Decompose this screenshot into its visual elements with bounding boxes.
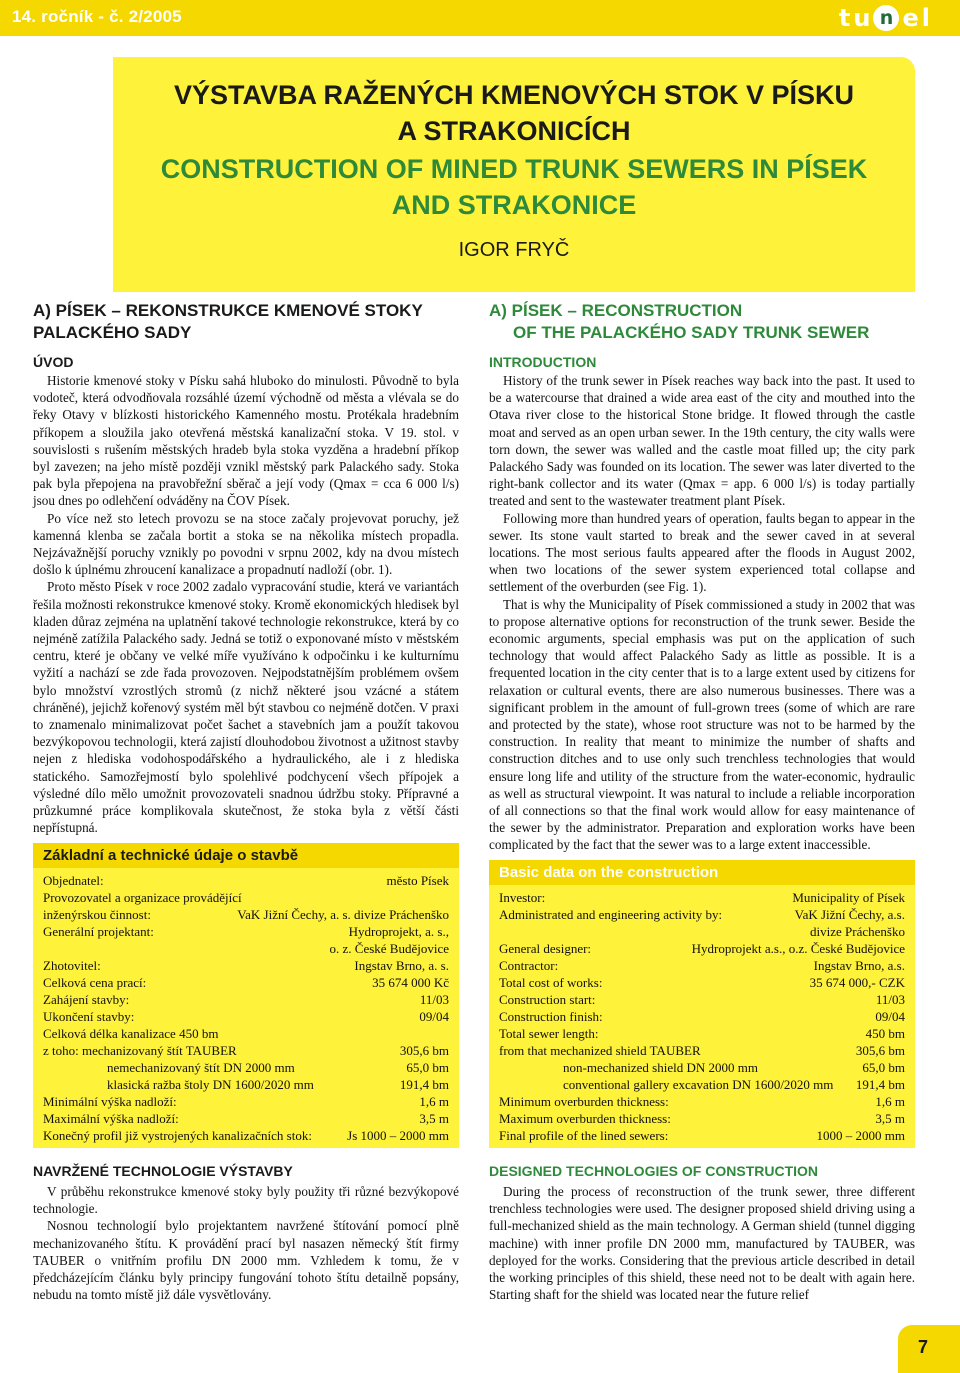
paragraph-en-1: History of the trunk sewer in Písek reaches way back into the past. It used to be a watercourse that drained a wide area east of the city and mouthed into the Otava river close to the historical Stone bridge. It flowed through the castle moat and served as an open urban sewer. In the 19th century, the city walls were torn down, the sewer was walled and the castle moat filled up; the city park Palackého Sady was founded on its location. The sewer was later diverted to the right-bank collector and its water (Qmax = app. 6 000 l/s) is today partially treated and sent to the wastewater treatment plant Písek. <box>489 373 915 509</box>
data-row-value: 3,5 m <box>875 1111 905 1126</box>
data-row-key: Investor: <box>499 890 546 905</box>
data-row-key: z toho: mechanizovaný štít TAUBER <box>43 1043 237 1058</box>
data-row-value: 191,4 bm <box>399 1077 449 1092</box>
data-row-key: non-mechanized shield DN 2000 mm <box>563 1060 758 1075</box>
data-row <box>43 1093 449 1110</box>
data-row-key: Total cost of works: <box>499 975 603 990</box>
data-row-value: 65,0 bm <box>862 1060 905 1075</box>
logo-letter-u: u <box>853 4 871 32</box>
tech-section-cz <box>33 1163 459 1303</box>
data-row-value: VaK Jižní Čechy, a. s. divize Práchenško <box>237 907 449 922</box>
data-row-value: 35 674 000,- CZK <box>809 975 905 990</box>
data-row <box>499 974 905 991</box>
data-row-value: Ingstav Brno, a.s. <box>813 958 905 973</box>
section-heading-en <box>489 300 915 344</box>
data-row-key: Konečný profil již vystrojených kanalizačních stok: <box>43 1128 312 1143</box>
column-english <box>489 300 915 854</box>
tunel-logo <box>839 3 930 33</box>
paragraph-cz-3: Proto město Písek v roce 2002 zadalo vypracování studie, která ve variantách řešila možnosti rekonstrukce kmenové stoky. Kromě ekonomických hledisek byl kladen důraz zejména na uplatnění takové technologie rekonstrukce, která by co nejméně zatížila Palackého sady. Jedná se totiž o exponované místo v městském centru, které je občany ve velké míře využíváno k odpočinku i ke kulturnímu vyžití a nachází se zde řada provozoven. Nejpodstatnějším problémem ovšem bylo množství vzrostlých stromů (z nichž některé jsou vzácné a státem chráněné), jejichž kořenový systém měl být stavbou co nejméně dotčen. V praxi to znamenalo minimalizovat počet šachet a stavebních jam a použít takovou bezvýkopovou technologii, která zajistí dlouhodobou životnost a užitnost stavby nejen z hlediska vodohospodářského a hydraulického, ale i z hlediska statického. Samozřejmostí bylo spolehlivé podchycení všech přípojek a výsledné dílo mělo umožnit provozovateli snadnou údržbu stoky. Přípravné a průzkumné práce komplikovala skutečnost, že stoka byla z větší části nepřístupná. <box>33 579 459 836</box>
data-row <box>43 1008 449 1025</box>
data-row-value: 11/03 <box>419 992 449 1007</box>
data-row-key: Minimum overburden thickness: <box>499 1094 669 1109</box>
data-row <box>499 940 905 957</box>
data-box-cz-body <box>33 868 459 1144</box>
data-row-key: Provozovatel a organizace provádějící <box>43 890 242 905</box>
intro-heading-en: INTRODUCTION <box>489 354 597 370</box>
data-row <box>499 1025 905 1042</box>
data-row-value: Js 1000 – 2000 mm <box>347 1128 449 1143</box>
data-row <box>43 974 449 991</box>
data-row-value: 1,6 m <box>875 1094 905 1109</box>
data-row-key: General designer: <box>499 941 592 956</box>
data-row-key: nemechanizovaný štít DN 2000 mm <box>107 1060 295 1075</box>
data-row-key: Zahájení stavby: <box>43 992 130 1007</box>
data-row-key: Zhotovitel: <box>43 958 101 973</box>
data-row-value: Hydroprojekt a.s., o.z. České Budějovice <box>691 941 905 956</box>
data-row <box>499 1093 905 1110</box>
data-row-value: Hydroprojekt, a. s., <box>348 924 449 939</box>
logo-letter-t: t <box>838 4 851 32</box>
data-row <box>499 1042 905 1059</box>
data-row-value: město Písek <box>386 873 449 888</box>
data-row <box>499 1076 905 1093</box>
data-row-key: from that mechanized shield TAUBER <box>499 1043 701 1058</box>
data-box-en-heading: Basic data on the construction <box>489 860 915 885</box>
paragraph-en-3: That is why the Municipality of Písek commissioned a study in 2002 that was to propose alternative options for reconstruction of the trunk sewer. Beside the economic arguments, special emphasis was put on the application of such technology that would affect Palackého Sady as little as possible. It is a frequented location in the city center that is to a large extent used by citizens for relaxation or cultural events, there are also numerous businesses. There was a significant problem in the amount of full-grown trees (some of which are rare and protected by the state), whose root structure was not to be harmed by the construction. In reality that meant to minimize the number of shafts and construction ditches and to use only such trenchless technologies that would ensure long life and utility of the structure from the water-economic, hydraulic as well as structural viewpoint. It was natural to include a reliable incorporation of all connections so that the final work would allow for easy maintenance of the sewer by the administrator. Preparation and exploration works have been complicated by the fact that the sewer was to a large extent inaccessible. <box>489 596 915 853</box>
data-row-value: o. z. České Budějovice <box>329 941 449 956</box>
data-row <box>499 889 905 906</box>
paragraph-cz-1: Historie kmenové stoky v Písku sahá hluboko do minulosti. Původně to byla vodoteč, která odvodňovala rozsáhlé území východně od města a vlévala se do řeky Otavy v blízkosti historického Kamenného mostu. Protékala hradebním příkopem a sloužila jako otevřená městská kanalizační stoka. V 19. stol. v souvislosti s rušením městských hradeb byla stoka vyzděna a hradební příkop byl zavezen; na jeho místě později vznikl městský park Palackého sady. Stoka pak byla přepojena na pravobřežní sběrač a její vody (Qmax = cca 6 000 l/s) jsou dnes po odlehčení odváděny na ČOV Písek. <box>33 373 459 509</box>
data-row <box>43 991 449 1008</box>
tech-heading-en: DESIGNED TECHNOLOGIES OF CONSTRUCTION <box>489 1163 819 1179</box>
data-row <box>43 1059 449 1076</box>
data-row <box>43 889 449 906</box>
data-row-key: Ukončení stavby: <box>43 1009 135 1024</box>
data-row-value: 65,0 bm <box>406 1060 449 1075</box>
data-row-key: Contractor: <box>499 958 559 973</box>
section-heading-cz-line2: PALACKÉHO SADY <box>33 323 192 342</box>
data-row <box>43 940 449 957</box>
data-box-cz-heading: Základní a technické údaje o stavbě <box>33 843 459 868</box>
data-row-value: 11/03 <box>875 992 905 1007</box>
data-row-value: 1,6 m <box>419 1094 449 1109</box>
data-row-key: inženýrskou činnost: <box>43 907 151 922</box>
data-row <box>43 923 449 940</box>
section-heading-cz-line1: A) PÍSEK – REKONSTRUKCE KMENOVÉ STOKY <box>33 301 423 320</box>
tech-paragraph-en-1: During the process of reconstruction of the trunk sewer, three different trenchless technologies were used. The designer proposed shield driving using a full-mechanized shield as the main technology. A German shield (tunnel digging machine) with inner profile DN 2000 mm, manufactured by TAUBER, was deployed for the works. Considering that the previous article described in detail the working principles of this shield, these need not to be dealt with again here. Starting shaft for the shield was located near the future relief <box>489 1184 915 1303</box>
logo-letter-n: n <box>873 5 899 31</box>
title-en-line2: AND STRAKONICE <box>391 190 637 220</box>
paragraph-cz-2: Po více než sto letech provozu se na stoce začaly projevovat poruchy, jež kamenná klenba se začala bortit a stoka se na několika místech propadla. Nejzávažnější poruchy vznikly po povodni v srpnu 2002, kdy na dvou místech došlo k úplnému zhroucení kanalizace a propadnutí nadloží (obr. 1). <box>33 510 459 578</box>
data-row-key: Generální projektant: <box>43 924 154 939</box>
data-row-value: 3,5 m <box>419 1111 449 1126</box>
data-row-key: Objednatel: <box>43 873 104 888</box>
data-row-key: Minimální výška nadloží: <box>43 1094 177 1109</box>
data-row-key: klasická ražba štoly DN 1600/2020 mm <box>107 1077 314 1092</box>
data-row-key: Construction start: <box>499 992 596 1007</box>
data-row-key: Maximum overburden thickness: <box>499 1111 671 1126</box>
data-row <box>499 906 905 923</box>
tech-section-en <box>489 1163 915 1303</box>
data-row <box>43 957 449 974</box>
paragraph-en-2: Following more than hundred years of operation, faults began to appear in the sewer. Its stone vault started to break and the sewer caved in at several locations. The most serious faults appeared after the floods in August 2002, when two locations of the sewer system experienced total collapse and settlement of the overburden (see Fig. 1). <box>489 510 915 595</box>
data-row-value: VaK Jižní Čechy, a.s. <box>794 907 905 922</box>
data-row-value: 191,4 bm <box>855 1077 905 1092</box>
data-row <box>499 1059 905 1076</box>
data-row <box>499 1110 905 1127</box>
data-row <box>43 1025 449 1042</box>
data-row <box>499 1127 905 1144</box>
data-row-value: 305,6 bm <box>855 1043 905 1058</box>
data-row-key: Maximální výška nadloží: <box>43 1111 179 1126</box>
data-row <box>499 923 905 940</box>
data-row-value: Ingstav Brno, a. s. <box>354 958 449 973</box>
data-box-en-body <box>489 885 915 1144</box>
tech-heading-cz: NAVRŽENÉ TECHNOLOGIE VÝSTAVBY <box>33 1163 293 1179</box>
data-row <box>43 1110 449 1127</box>
page-number: 7 <box>917 1337 928 1357</box>
data-row-key: Celková cena prací: <box>43 975 147 990</box>
issue-label: 14. ročník - č. 2/2005 <box>12 7 182 26</box>
title-cz-line1: VÝSTAVBA RAŽENÝCH KMENOVÝCH STOK V PÍSKU <box>173 80 855 110</box>
data-row <box>499 957 905 974</box>
data-row <box>499 1008 905 1025</box>
data-row-key: Administrated and engineering activity by: <box>499 907 723 922</box>
page-number-tab <box>898 1325 960 1373</box>
data-row-value: 1000 – 2000 mm <box>816 1128 905 1143</box>
data-box-cz <box>33 843 459 1148</box>
data-row-value: 35 674 000 Kč <box>372 975 449 990</box>
author: IGOR FRYČ <box>458 239 570 261</box>
data-row-key: Total sewer length: <box>499 1026 599 1041</box>
title-box <box>113 57 915 292</box>
data-row-key: Final profile of the lined sewers: <box>499 1128 669 1143</box>
data-row-value: 09/04 <box>419 1009 449 1024</box>
data-row-key: Construction finish: <box>499 1009 603 1024</box>
section-heading-cz <box>33 300 459 344</box>
section-heading-en-line1: A) PÍSEK – RECONSTRUCTION <box>489 301 743 320</box>
tech-paragraph-cz-2: Nosnou technologií bylo projektantem navržené štítování pomocí plně mechanizovaného štítu. K provádění prací byl nasazen německý štít firmy TAUBER o vnitřním profilu DN 2000 mm. Vzhledem k tomu, že v předcházejícím článku byly principy fungování tohoto štítu detailně popsány, nebudu na tomto místě již dále vysvětlovány. <box>33 1218 459 1303</box>
data-row-value: 09/04 <box>875 1009 905 1024</box>
data-row <box>43 906 449 923</box>
data-box-en <box>489 860 915 1148</box>
logo-letter-l: l <box>921 4 930 32</box>
data-row <box>499 991 905 1008</box>
title-en-line1: CONSTRUCTION OF MINED TRUNK SEWERS IN PÍSEK <box>160 154 868 184</box>
data-row <box>43 872 449 889</box>
column-czech <box>33 300 459 836</box>
data-row-value: 450 bm <box>865 1026 905 1041</box>
data-row <box>43 1127 449 1144</box>
data-row-value: 305,6 bm <box>399 1043 449 1058</box>
data-row-key: conventional gallery excavation DN 1600/2020 mm <box>563 1077 834 1092</box>
data-row <box>43 1076 449 1093</box>
section-heading-en-line2: OF THE PALACKÉHO SADY TRUNK SEWER <box>513 323 870 342</box>
logo-letter-e: e <box>902 4 919 32</box>
data-row <box>43 1042 449 1059</box>
tech-paragraph-cz-1: V průběhu rekonstrukce kmenové stoky byly použity tři různé bezvýkopové technologie. <box>33 1184 459 1217</box>
intro-heading-cz: ÚVOD <box>33 354 74 370</box>
header-bar <box>0 0 960 36</box>
data-row-value: Municipality of Písek <box>792 890 905 905</box>
title-cz-line2: A STRAKONICÍCH <box>397 116 631 146</box>
data-row-value: divize Práchenško <box>810 924 905 939</box>
data-row-key: Celková délka kanalizace 450 bm <box>43 1026 219 1041</box>
